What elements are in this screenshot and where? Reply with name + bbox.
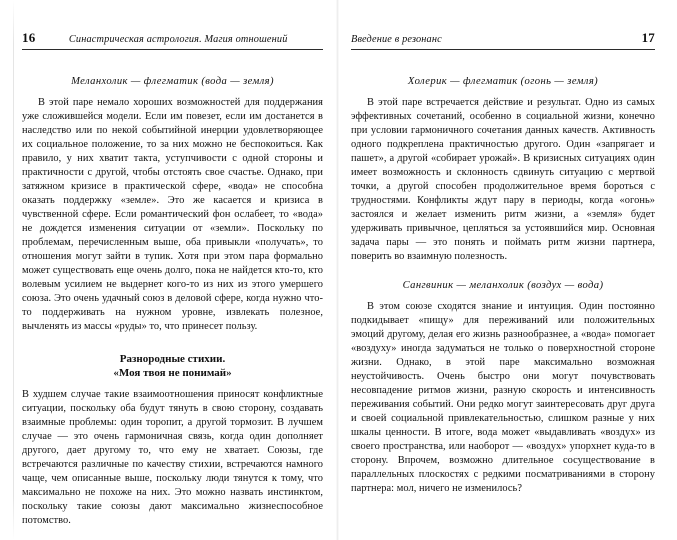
left-paragraph-1: В этой паре немало хороших возможностей для поддержания уже сложившейся модели. Если им повезет, если им достанется в наследство или по некой событийной инерции удовлетворяющее их социальное положение, то за них можно не беспокоиться. Как правило, у них хватит такта, уступчивости с одной стороны и практичности с другой, чтобы отстоять свое счастье. Однако, при затяжном кризисе в практической сфере, «вода» не способна оказать поддержку «земле». Это же касается и кризиса в чувственной сфере. Если романтический фон ослабеет, то «вода» не дождется изменения ситуации от «земли». Поскольку по проблемам, перечисленным выше, оба привыкли «получать», то отношения могут зайти в тупик. Хотя при этом пара формально может существовать еще очень долго, пока не найдется кто-то, кто волевым усилием не выдернет кого-то из них из этого умершего союза. Это очень удачный союз в деловой сфере, когда нужно что-то поддерживать на нужном уровне, извлекать полезное, вычленять из массы «руды» то, что принесет пользу. <box>22 97 323 332</box>
left-section-title-line-1: Разнородные стихии. <box>119 352 226 365</box>
left-page <box>0 0 337 540</box>
running-head-right <box>351 30 655 50</box>
left-section-title-line-2: «Моя твоя не понимай» <box>113 366 232 379</box>
right-paragraph-1: В этой паре встречается действие и результат. Одно из самых эффективных сочетаний, особенно в социальной жизни, конечно при условии гармоничного сочетания данных качеств. Активность одного подкреплена практичностью другого. Один «запрягает и пашет», а другой «собирает урожай». В кризисных ситуациях один имеет возможность и склонность сдвинуть ситуацию с мертвой точки, а другой способен продолжительное время бороться с трудностями. Конфликты ждут пару в периоды, когда «огонь» застоялся и желает изменить ритм жизни, а «земля» будет удерживать привычное, цепляться за устоявшийся мир. Основная задача пары — это понять и поймать ритм жизни партнера, поверить во взаимную полезность. <box>351 97 655 262</box>
right-page <box>337 0 677 540</box>
running-head-left <box>22 30 323 50</box>
page-number-left: 16 <box>22 30 36 45</box>
left-paragraph-2: В худшем случае такие взаимоотношения приносят конфликтные ситуации, поскольку оба будут тянуть в свою сторону, создавать взаимные проблемы: один торопит, а другой тормозит. В лучшем случае — это очень гармоничная связь, когда один дополняет другого, дает другому то, что ему не хватает. Союзы, где встречаются различные по качеству стихии, встречаются намного чаще, чем описанные выше, поскольку люди тянутся к тому, что максимально не похоже на них. Это можно назвать инстинктом, поскольку такие союзы дают максимально жизнеспособное потомство. <box>22 388 323 526</box>
right-subheading-2: Сангвиник — меланхолик (воздух — вода) <box>402 279 604 291</box>
right-subheading-1: Холерик — флегматик (огонь — земля) <box>407 76 599 87</box>
left-section-title <box>22 352 323 380</box>
page-number-right: 17 <box>641 30 655 45</box>
right-paragraph-2: В этом союзе сходятся знание и интуиция. Один постоянно подкидывает «пищу» для переживаний или положительных эмоций другому, делая его жизнь разнообразнее, а «вода» помогает «воздуху» иногда задуматься не только о поверхностной стороне жизни. Однако, в этой паре максимально возможная неустойчивость. Очень быстро они могут почувствовать несовпадение ритмов жизни, разную скорость и интенсивность переживания событий. Они редко могут заинтересовать друг друга и своей социальной привлекательностью, слишком разные у них шкалы ценности. В итоге, вода может «выдавливать «воздух» из своего пространства, или наоборот — «воздух» упорхнет куда-то в сторону. Впрочем, возможно длительное сосуществование в параллельных плоскостях с редкими посматриваниями в сторону партнера: мол, ничего не изменилось? <box>351 300 655 494</box>
running-head-title-left: Синастрическая астрология. Магия отношений <box>68 34 288 45</box>
left-subheading: Меланхолик — флегматик (вода — земля) <box>71 76 274 87</box>
running-head-title-right: Введение в резонанс <box>351 34 442 45</box>
